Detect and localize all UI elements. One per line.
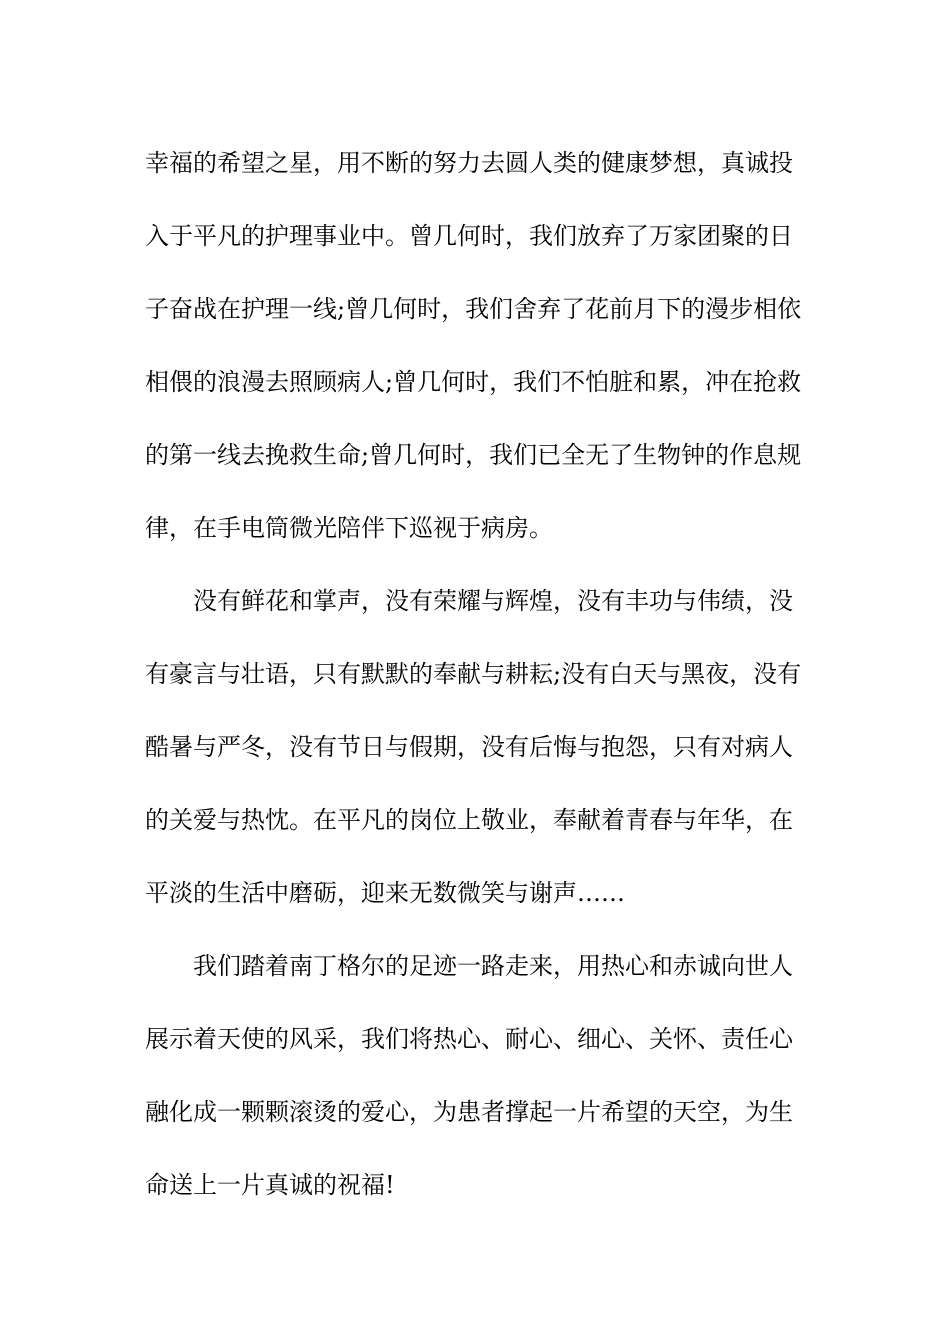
text-line: 命送上一片真诚的祝福! (145, 1171, 395, 1199)
text-line: 没有鲜花和掌声，没有荣耀与辉煌，没有丰功与伟绩，没 (193, 587, 793, 615)
text-line: 平淡的生活中磨砺，迎来无数微笑与谢声…… (145, 879, 625, 907)
text-line: 有豪言与壮语，只有默默的奉献与耕耘;没有白天与黑夜，没有 (145, 660, 802, 688)
text-line: 律，在手电筒微光陪伴下巡视于病房。 (145, 514, 553, 542)
paragraph-2 (145, 565, 811, 930)
document-body (145, 127, 811, 1222)
text-line: 子奋战在护理一线;曾几何时，我们舍弃了花前月下的漫步相依 (145, 295, 802, 323)
text-line: 相偎的浪漫去照顾病人;曾几何时，我们不怕脏和累，冲在抢救 (145, 368, 802, 396)
paragraph-3 (145, 930, 811, 1222)
text-line: 幸福的希望之星，用不断的努力去圆人类的健康梦想，真诚投 (145, 149, 793, 177)
text-line: 展示着天使的风采，我们将热心、耐心、细心、关怀、责任心 (145, 1025, 793, 1053)
paragraph-1 (145, 127, 811, 565)
text-line: 我们踏着南丁格尔的足迹一路走来，用热心和赤诚向世人 (193, 952, 793, 980)
text-line: 融化成一颗颗滚烫的爱心，为患者撑起一片希望的天空，为生 (145, 1098, 793, 1126)
text-line: 的第一线去挽救生命;曾几何时，我们已全无了生物钟的作息规 (145, 441, 802, 469)
text-line: 入于平凡的护理事业中。曾几何时，我们放弃了万家团聚的日 (145, 222, 793, 250)
text-line: 的关爱与热忱。在平凡的岗位上敬业，奉献着青春与年华，在 (145, 806, 793, 834)
text-line: 酷暑与严冬，没有节日与假期，没有后悔与抱怨，只有对病人 (145, 733, 793, 761)
